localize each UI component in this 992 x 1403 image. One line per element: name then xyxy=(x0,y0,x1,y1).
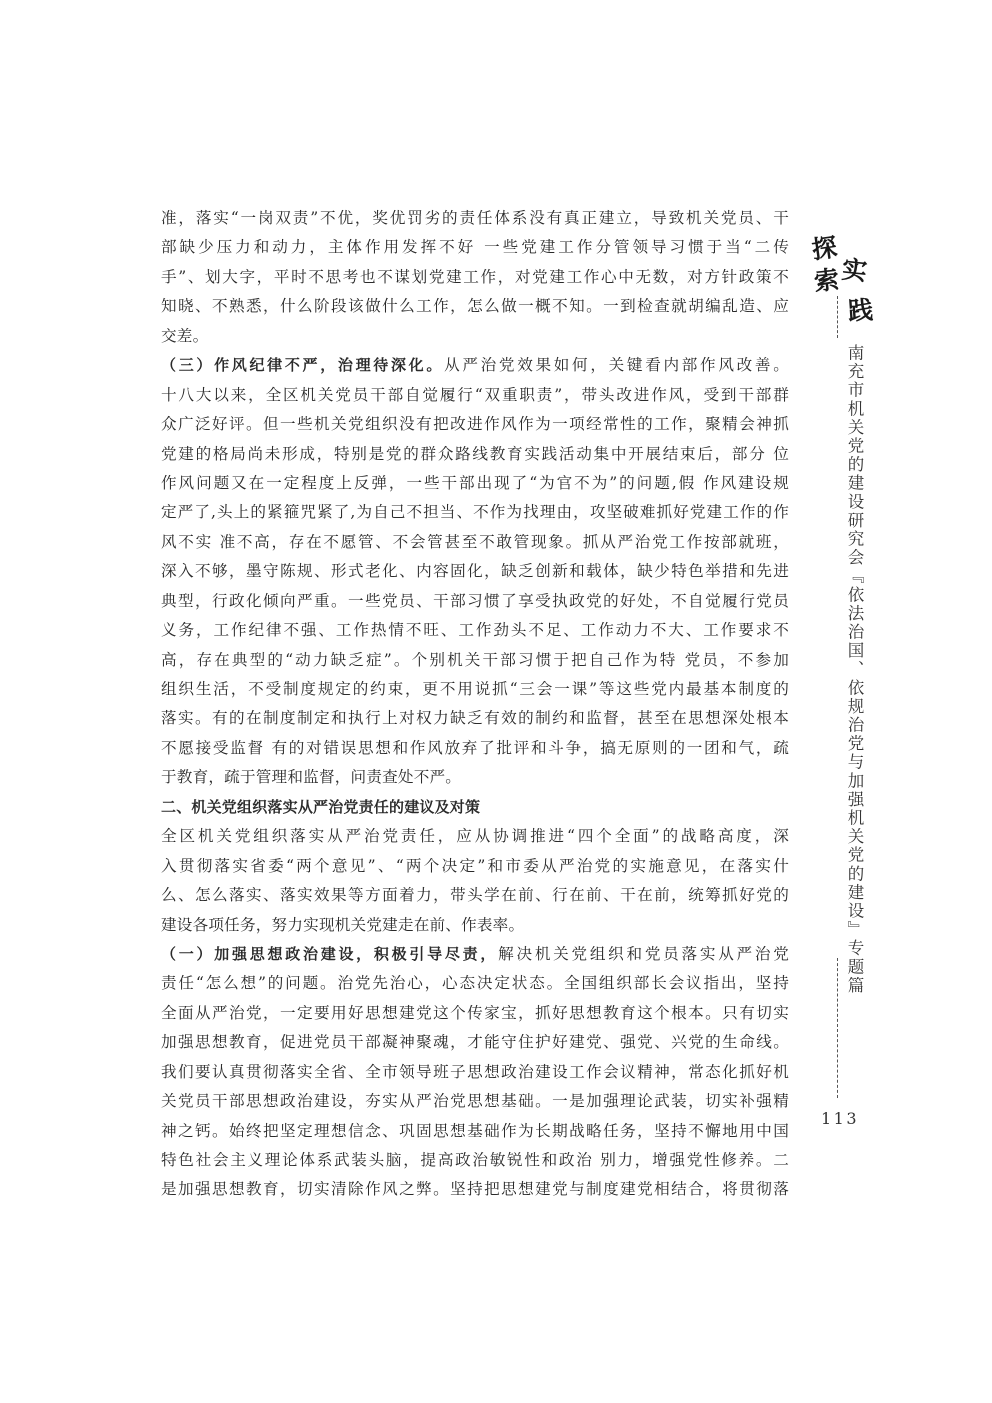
text-line: 于教育，疏于管理和监督，问责查处不严。 xyxy=(161,768,462,787)
text-line: 全面从严治党，一定要用好思想建党这个传家宝，抓好思想教育这个根本。只有切实 xyxy=(161,1003,789,1022)
text-line: 加强思想教育，促进党员干部凝神聚魂，才能守住护好建党、强党、兴党的生命线。 xyxy=(161,1033,789,1052)
text-line: 高，存在典型的“动力缺乏症”。个别机关干部习惯于把自己作为特 党员，不参加 xyxy=(161,650,789,669)
section-heading: 二、机关党组织落实从严治党责任的建议及对策 xyxy=(161,797,481,816)
text-line: 么、怎么落实、落实效果等方面着力，带头学在前、行在前、干在前，统筹抓好党的 xyxy=(161,886,789,905)
sidebar-dashed-rule-bottom xyxy=(837,958,838,1098)
paragraph-heading-rest: 解决机关党组织和党员落实从严治党 xyxy=(498,944,789,963)
text-line: 党建的格局尚未形成，特别是党的群众路线教育实践活动集中开展结束后，部分 位 xyxy=(161,444,789,463)
paragraph-heading-bold: （三）作风纪律不严，治理待深化。 xyxy=(161,356,445,375)
paragraph-heading-line xyxy=(161,351,789,380)
paragraph-heading-rest: 从严治党效果如何，关键看内部作风改善。 xyxy=(444,356,789,375)
sidebar-vertical-title: 南充市机关党的建设研究会『依法治国、依规治党与加强机关党的建设』专题篇 xyxy=(845,344,864,995)
text-line: 落实。有的在制度制定和执行上对权力缺乏有效的制约和监督，甚至在思想深处根本 xyxy=(161,709,789,728)
text-line: 建设各项任务，努力实现机关党建走在前、作表率。 xyxy=(161,915,525,934)
text-line: 准，落实“一岗双责”不优，奖优罚劣的责任体系没有真正建立，导致机关党员、干 xyxy=(161,209,789,227)
text-line: 定严了,头上的紧箍咒紧了,为自己不担当、不作为找理由，攻坚破难抓好党建工作的作 xyxy=(161,503,789,522)
body-text xyxy=(161,204,789,1205)
text-line: 深入不够，墨守陈规、形式老化、内容固化，缺乏创新和载体，缺少特色举措和先进 xyxy=(161,562,789,581)
text-line: 特色社会主义理论体系武装头脑，提高政治敏锐性和政治 别力，增强党性修养。二 xyxy=(161,1151,789,1169)
text-line: 众广泛好评。但一些机关党组织没有把改进作风作为一项经常性的工作，聚精会神抓 xyxy=(161,415,789,434)
text-line: 知晓、不熟悉，什么阶段该做什么工作，怎么做一概不知。一到检查就胡编乱造、应 xyxy=(161,297,789,316)
logo-char: 践 xyxy=(847,295,874,326)
sidebar-dashed-rule-top xyxy=(837,296,838,338)
text-line: 全区机关党组织落实从严治党责任，应从协调推进“四个全面”的战略高度，深 xyxy=(161,827,789,846)
logo-char: 实 xyxy=(840,254,869,287)
tansuo-shijian-logo xyxy=(810,232,882,336)
text-line: 我们要认真贯彻落实全省、全市领导班子思想政治建设工作会议精神，常态化抓好机 xyxy=(161,1062,789,1081)
logo-char: 索 xyxy=(812,264,841,297)
text-line: 不愿接受监督 有的对错误思想和作风放弃了批评和斗争，搞无原则的一团和气，疏 xyxy=(161,738,789,757)
text-line: 作风问题又在一定程度上反弹，一些干部出现了“为官不为”的问题,假 作风建设规 xyxy=(161,473,789,492)
text-line: 关党员干部思想政治建设，夯实从严治党思想基础。一是加强理论武装，切实补强精 xyxy=(161,1092,789,1111)
paragraph-heading-line xyxy=(161,940,789,969)
text-line: 手”、划大字，平时不思考也不谋划党建工作，对党建工作心中无数，对方针政策不 xyxy=(161,267,789,286)
text-line: 部缺少压力和动力，主体作用发挥不好 一些党建工作分管领导习惯于当“二传 xyxy=(161,238,789,257)
logo-char: 探 xyxy=(810,232,839,265)
text-line: 风不实 准不高，存在不愿管、不会管甚至不敢管现象。抓从严治党工作按部就班， xyxy=(161,532,789,551)
paragraph-heading-bold: （一）加强思想政治建设，积极引导尽责， xyxy=(161,944,499,963)
text-line: 典型，行政化倾向严重。一些党员、干部习惯了享受执政党的好处，不自觉履行党员 xyxy=(161,591,789,610)
page-number: 113 xyxy=(821,1109,860,1128)
text-line: 责任“怎么想”的问题。治党先治心，心态决定状态。全国组织部长会议指出，坚持 xyxy=(161,974,789,993)
text-line: 交差。 xyxy=(161,326,209,345)
text-line: 是加强思想教育，切实清除作风之弊。坚持把思想建党与制度建党相结合，将贯彻落 xyxy=(161,1180,789,1199)
text-line: 义务，工作纪律不强、工作热情不旺、工作劲头不足、工作动力不大、工作要求不 xyxy=(161,621,789,640)
text-line: 十八大以来，全区机关党员干部自觉履行“双重职责”，带头改进作风，受到干部群 xyxy=(161,385,789,404)
text-line: 神之钙。始终把坚定理想信念、巩固思想基础作为长期战略任务，坚持不懈地用中国 xyxy=(161,1121,789,1140)
text-line: 入贯彻落实省委“两个意见”、“两个决定”和市委从严治党的实施意见，在落实什 xyxy=(161,856,789,875)
text-line: 组织生活，不受制度规定的约束，更不用说抓“三会一课”等这些党内最基本制度的 xyxy=(161,680,789,698)
